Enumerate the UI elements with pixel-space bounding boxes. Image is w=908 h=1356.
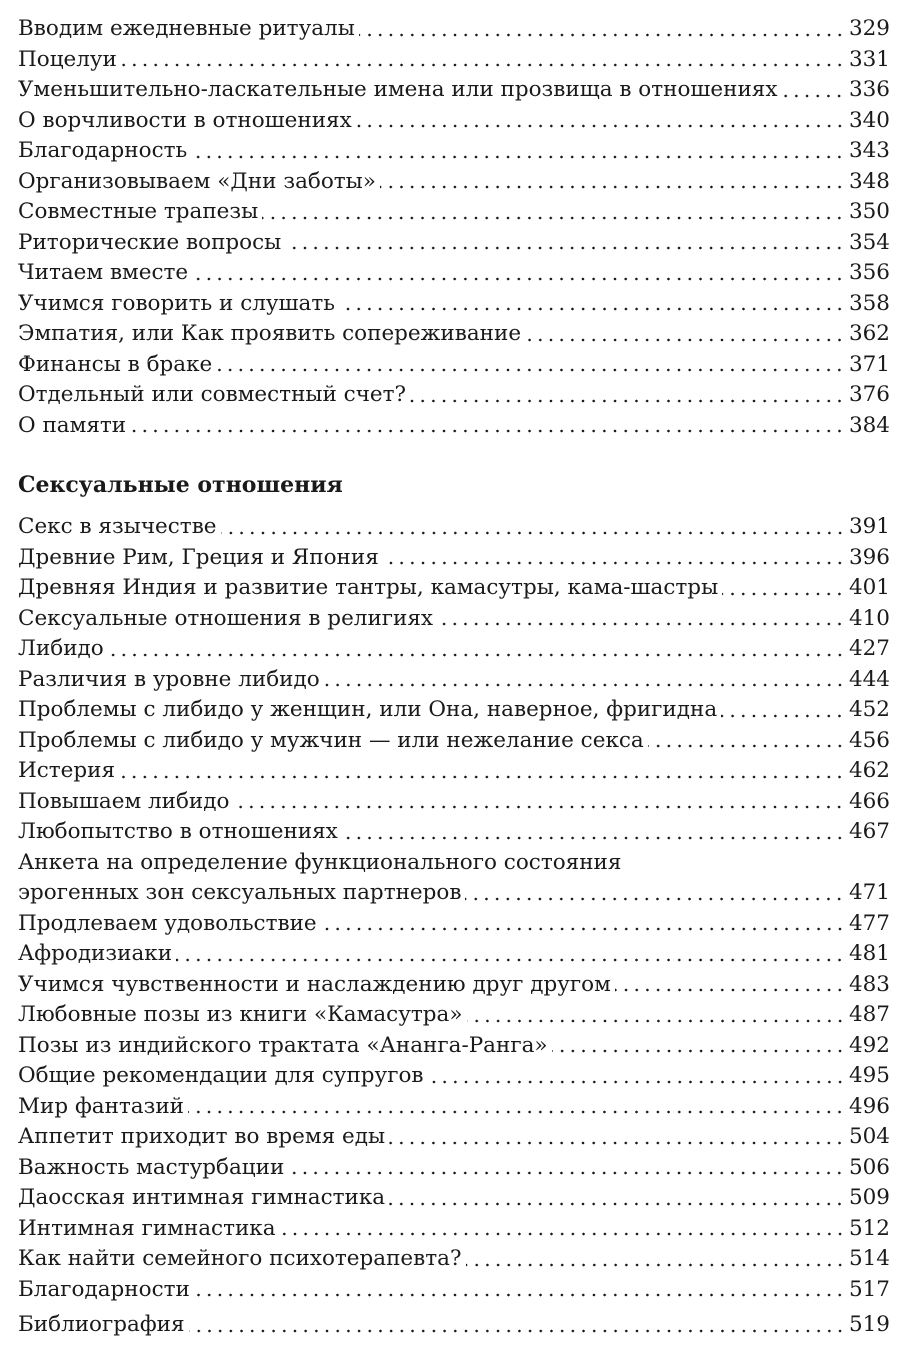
toc-entry-page: 343	[848, 138, 890, 163]
dot-leader	[130, 429, 845, 433]
dot-leader	[389, 1202, 845, 1206]
toc-entry[interactable]	[18, 1310, 890, 1341]
toc-entry-title: Учимся чувственности и наслаждению друг другом	[18, 971, 611, 997]
toc-entry-title: Как найти семейного психотерапевта?	[18, 1246, 462, 1271]
toc-entry-page: 427	[848, 636, 890, 661]
toc-entry-multiline[interactable]	[18, 848, 890, 909]
toc-entry-title: Древние Рим, Греция и Япония	[18, 544, 379, 570]
dot-leader	[189, 1329, 845, 1333]
dot-leader	[191, 155, 845, 159]
toc-entry[interactable]	[18, 136, 890, 167]
dot-leader	[721, 714, 845, 718]
toc-entry[interactable]	[18, 512, 890, 543]
toc-entry-title: Позы из индийского трактата «Ананга-Ранга»	[18, 1032, 548, 1058]
toc-entry-title: Финансы в браке	[18, 351, 213, 377]
toc-entry-title: Отдельный или совместный счет?	[18, 382, 407, 407]
toc-entry[interactable]	[18, 665, 890, 696]
toc-entry-title: Мир фантазий	[18, 1093, 185, 1119]
toc-entry-page: 452	[848, 697, 890, 722]
toc-entry[interactable]	[18, 228, 890, 259]
dot-leader	[466, 1263, 845, 1267]
dot-leader	[781, 94, 844, 98]
toc-entry-page: 384	[848, 412, 890, 438]
toc-entry-title: Различия в уровне либидо	[18, 666, 320, 692]
toc-entry-page: 391	[848, 514, 890, 539]
toc-entry-title: Благодарность	[18, 138, 188, 163]
toc-entry-title: Древняя Индия и развитие тантры, камасутры, кама-шастры	[18, 575, 719, 600]
toc-entry[interactable]	[18, 14, 890, 45]
toc-entry-page: 487	[848, 1002, 890, 1027]
dot-leader	[194, 1293, 845, 1297]
toc-entry-title: Любовные позы из книги «Камасутра»	[18, 1002, 463, 1027]
dot-leader	[280, 1232, 845, 1236]
toc-entry-page: 401	[848, 575, 890, 600]
dot-leader	[437, 622, 845, 626]
toc-entry-page: 444	[848, 666, 890, 692]
dot-leader	[216, 368, 845, 372]
toc-entry-title: О памяти	[18, 412, 127, 438]
dot-leader	[339, 307, 845, 311]
toc-entry-page: 514	[848, 1246, 890, 1271]
section-heading: Сексуальные отношения	[18, 472, 343, 498]
dot-leader	[525, 338, 845, 342]
toc-entry-title: Благодарности	[18, 1276, 190, 1302]
toc-entry[interactable]	[18, 634, 890, 665]
toc-entry-page: 371	[848, 351, 890, 377]
dot-leader	[233, 805, 845, 809]
toc-entry-page: 329	[848, 16, 890, 41]
toc-entry-page: 481	[848, 941, 890, 966]
toc-entry-title: Проблемы с либидо у мужчин — или нежелание секса	[18, 727, 644, 753]
toc-entry-page: 477	[848, 910, 890, 936]
toc-entry-page: 467	[848, 819, 890, 844]
toc-entry[interactable]	[18, 756, 890, 787]
toc-entry-title: Любопытство в отношениях	[18, 819, 338, 844]
toc-entry[interactable]	[18, 45, 890, 76]
toc-entry-title-line1: Анкета на определение функционального состояния	[18, 849, 622, 875]
toc-group-relationships	[18, 14, 890, 441]
toc-entry[interactable]	[18, 970, 890, 1001]
dot-leader	[648, 744, 845, 748]
dot-leader	[383, 561, 845, 565]
toc-entry[interactable]	[18, 543, 890, 574]
dot-leader	[467, 1019, 845, 1023]
toc-entry[interactable]	[18, 167, 890, 198]
toc-entry-title: Вводим ежедневные ритуалы	[18, 16, 355, 41]
toc-entry-page: 331	[848, 46, 890, 72]
dot-leader	[380, 185, 845, 189]
dot-leader	[356, 124, 845, 128]
toc-entry[interactable]	[18, 380, 890, 411]
dot-leader	[176, 958, 845, 962]
toc-entry-page: 512	[848, 1215, 890, 1241]
toc-entry-page: 506	[848, 1154, 890, 1180]
toc-entry-title: Поцелуи	[18, 46, 117, 72]
toc-entry-page: 504	[848, 1124, 890, 1149]
dot-leader	[221, 531, 845, 535]
toc-entry[interactable]	[18, 573, 890, 604]
toc-entry[interactable]	[18, 258, 890, 289]
toc-entry-page: 376	[848, 382, 890, 407]
toc-entry-page: 483	[848, 971, 890, 997]
toc-entry[interactable]	[18, 1000, 890, 1031]
toc-entry-title: Сексуальные отношения в религиях	[18, 605, 434, 631]
toc-entry[interactable]	[18, 604, 890, 635]
toc-entry-page: 410	[848, 605, 890, 631]
dot-leader	[342, 836, 845, 840]
toc-entry[interactable]	[18, 75, 890, 106]
toc-entry-page: 517	[848, 1276, 890, 1302]
toc-entry-title: эрогенных зон сексуальных партнеров	[18, 880, 462, 905]
toc-entry[interactable]	[18, 319, 890, 350]
dot-leader	[119, 775, 845, 779]
toc-entry[interactable]	[18, 411, 890, 442]
toc-entry-title: Проблемы с либидо у женщин, или Она, наверное, фригидна	[18, 697, 718, 722]
toc-entry-title: Секс в язычестве	[18, 514, 217, 539]
dot-leader	[324, 683, 845, 687]
toc-entry[interactable]	[18, 350, 890, 381]
toc-entry[interactable]	[18, 1153, 890, 1184]
toc-entry-title: Афродизиаки	[18, 941, 173, 966]
toc-entry-title: Общие рекомендации для супругов	[18, 1063, 424, 1088]
toc-entry-line2	[18, 878, 890, 909]
toc-entry-title: Повышаем либидо	[18, 788, 230, 814]
toc-entry[interactable]	[18, 1275, 890, 1306]
toc-entry-page: 519	[848, 1312, 890, 1337]
toc-entry-title: О ворчливости в отношениях	[18, 107, 352, 133]
toc-entry-title: Совместные трапезы	[18, 199, 259, 224]
toc-entry[interactable]	[18, 939, 890, 970]
toc-entry[interactable]	[18, 1214, 890, 1245]
toc-entry-title: Уменьшительно-ласкательные имена или прозвища в отношениях	[18, 77, 778, 102]
toc-entry-page: 358	[848, 290, 890, 316]
dot-leader	[262, 216, 845, 220]
toc-group-bibliography	[18, 1310, 890, 1341]
toc-entry[interactable]	[18, 695, 890, 726]
toc-entry-page: 336	[848, 77, 890, 102]
toc-entry-page: 350	[848, 199, 890, 224]
toc-entry-title: Эмпатия, или Как проявить сопереживание	[18, 321, 522, 346]
toc-entry-page: 456	[848, 727, 890, 753]
dot-leader	[288, 1171, 845, 1175]
toc-entry-page: 492	[848, 1032, 890, 1058]
toc-entry-page: 495	[848, 1063, 890, 1088]
toc-entry-title: Аппетит приходит во время еды	[18, 1124, 386, 1149]
toc-entry-title: Важность мастурбации	[18, 1154, 285, 1180]
dot-leader	[192, 277, 845, 281]
toc-entry-title: Даосская интимная гимнастика	[18, 1185, 386, 1210]
toc-entry-page: 340	[848, 107, 890, 133]
toc-entry[interactable]	[18, 1031, 890, 1062]
dot-leader	[389, 1141, 845, 1145]
toc-entry[interactable]	[18, 1244, 890, 1275]
toc-entry-page: 348	[848, 168, 890, 194]
toc-entry-page: 396	[848, 544, 890, 570]
toc-entry-page: 354	[848, 229, 890, 255]
toc-entry-title: Организовываем «Дни заботы»	[18, 168, 376, 194]
dot-leader	[722, 592, 845, 596]
toc-entry-title: Читаем вместе	[18, 260, 189, 285]
toc-entry-title: Интимная гимнастика	[18, 1215, 276, 1241]
toc-entry-page: 362	[848, 321, 890, 346]
toc-entry-page: 471	[848, 880, 890, 905]
dot-leader	[121, 63, 845, 67]
toc-entry[interactable]	[18, 1183, 890, 1214]
toc-entry[interactable]	[18, 909, 890, 940]
toc-entry[interactable]	[18, 726, 890, 757]
toc-entry[interactable]	[18, 1122, 890, 1153]
toc-entry[interactable]	[18, 817, 890, 848]
toc-entry-title: Либидо	[18, 636, 104, 661]
toc-entry[interactable]	[18, 1092, 890, 1123]
toc-entry[interactable]	[18, 289, 890, 320]
dot-leader	[188, 1110, 845, 1114]
dot-leader	[285, 246, 845, 250]
toc-entry-title: Учимся говорить и слушать	[18, 290, 335, 316]
dot-leader	[359, 33, 845, 37]
toc-entry-title: Продлеваем удовольствие	[18, 910, 317, 936]
dot-leader	[410, 399, 845, 403]
toc-entry-page: 466	[848, 788, 890, 814]
dot-leader	[321, 927, 845, 931]
dot-leader	[108, 653, 845, 657]
toc-entry-title: Истерия	[18, 758, 116, 783]
toc-entry-page: 496	[848, 1093, 890, 1119]
dot-leader	[552, 1049, 845, 1053]
toc-entry-page: 462	[848, 758, 890, 783]
dot-leader	[615, 988, 845, 992]
toc-entry[interactable]	[18, 1061, 890, 1092]
toc-entry-page: 356	[848, 260, 890, 285]
dot-leader	[465, 897, 845, 901]
toc-entry[interactable]	[18, 106, 890, 137]
dot-leader	[428, 1080, 845, 1084]
toc-group-sexual-relations	[18, 512, 890, 1305]
toc-entry[interactable]	[18, 197, 890, 228]
toc-entry-page: 509	[848, 1185, 890, 1210]
toc-entry-title: Библиография	[18, 1312, 185, 1337]
toc-entry-title: Риторические вопросы	[18, 229, 282, 255]
toc-entry[interactable]	[18, 787, 890, 818]
